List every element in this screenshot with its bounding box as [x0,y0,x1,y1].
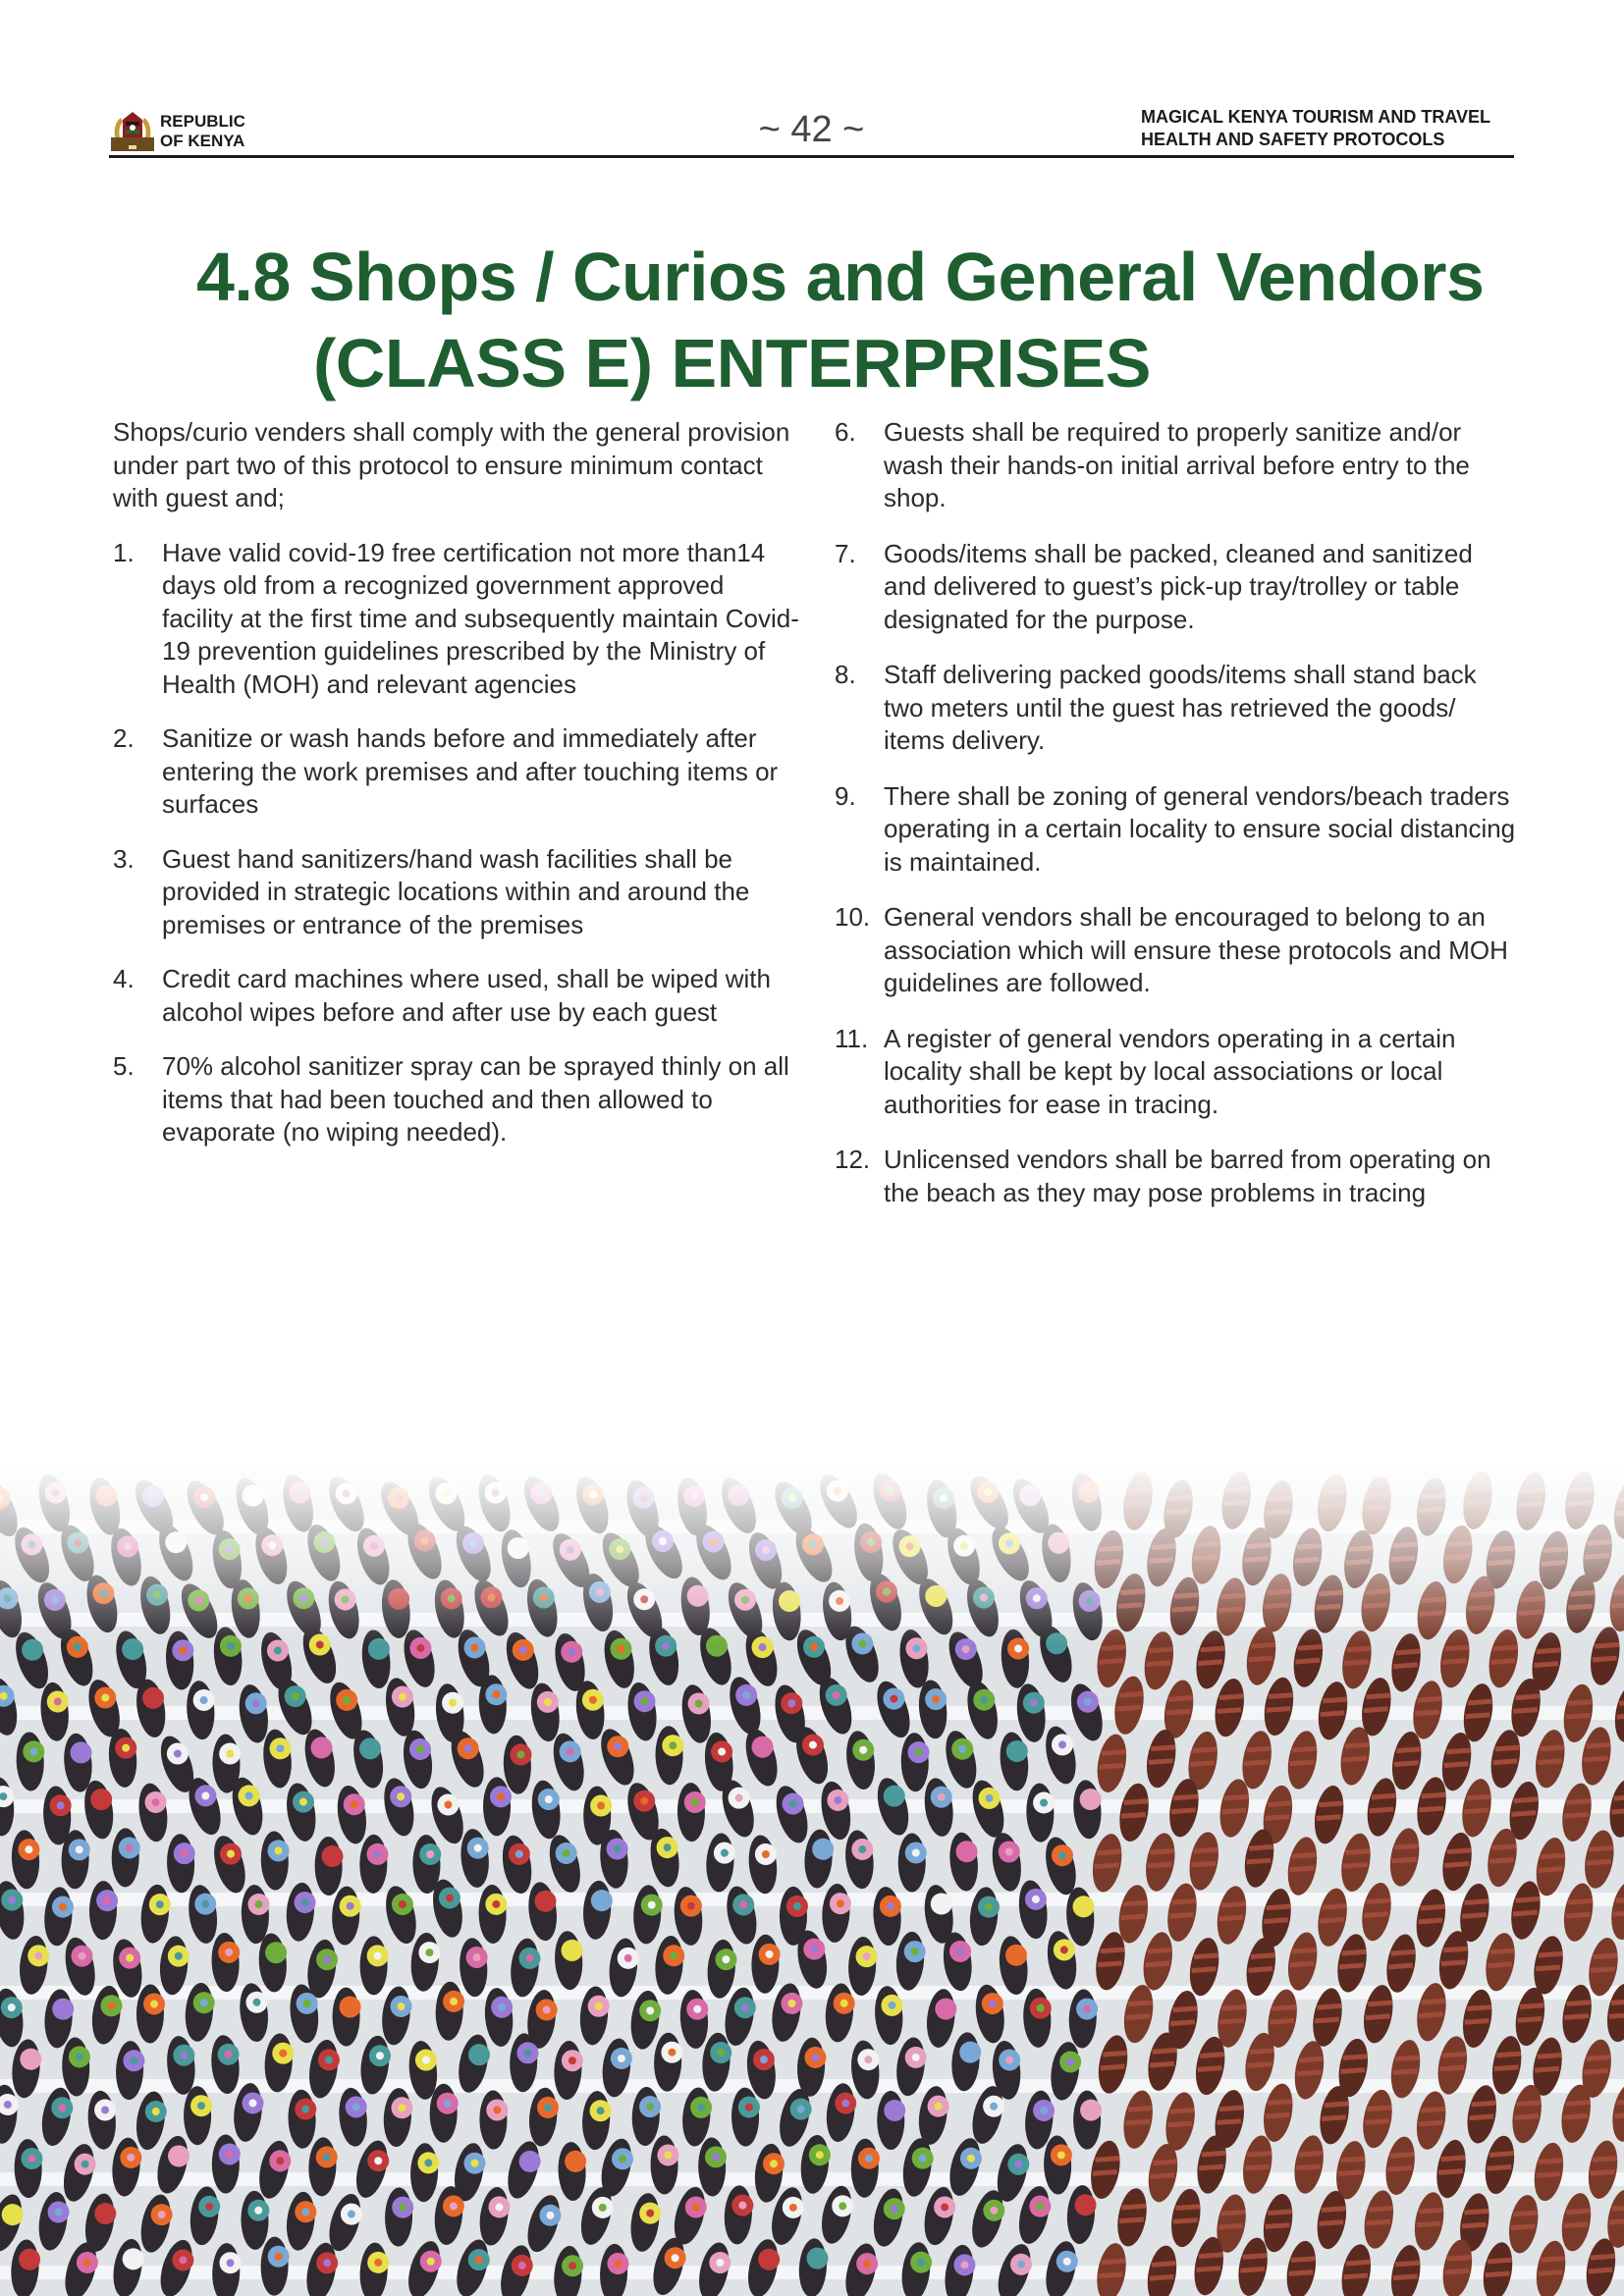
section-title-line-2: (CLASS E) ENTERPRISES [313,325,1151,401]
list-item-number: 2. [113,723,135,753]
protocol-list-right [835,416,1522,1209]
beaded-sandals-display-photo [0,1461,1624,2296]
list-item [113,722,800,822]
section-title [196,234,1484,406]
list-item-number: 8. [835,660,856,689]
document-title [1141,106,1514,151]
list-item-text: Unlicensed vendors shall be barred from operating on the beach as they may pose problems in tracing [884,1145,1491,1207]
document-title-line-2: HEALTH AND SAFETY PROTOCOLS [1141,130,1445,149]
list-item-text: Goods/items shall be packed, cleaned and sanitized and delivered to guest’s pick-up tray/trolley or table designated for the purpose. [884,538,1473,634]
list-item-number: 6. [835,417,856,447]
list-item-number: 4. [113,964,135,993]
list-item-text: Have valid covid-19 free certification not more than14 days old from a recognized government approved facility at the first time and subsequently maintain Covid-19 prevention guidelines prescribed by the Ministry of Health (MOH) and relevant agencies [162,537,799,699]
list-item [835,901,1522,1000]
list-item-text: Sanitize or wash hands before and immediately after entering the work premises and after touching items or surfaces [162,723,779,819]
list-item-text: Guests shall be required to properly sanitize and/or wash their hands-on initial arrival before entry to the shop. [884,417,1470,512]
list-item [113,537,800,702]
document-title-line-1: MAGICAL KENYA TOURISM AND TRAVEL [1141,107,1491,127]
list-item-text: A register of general vendors operating in a certain locality shall be kept by local associations or local authorities for ease in tracing. [884,1023,1456,1119]
intro-paragraph: Shops/curio venders shall comply with the general provision under part two of this protocol to ensure minimum contact with guest and; [113,417,790,512]
republic-line-1: REPUBLIC [160,112,245,131]
list-item-text: 70% alcohol sanitizer spray can be sprayed thinly on all items that had been touched and then allowed to evaporate (no wiping needed). [162,1051,789,1147]
list-item [835,780,1522,880]
republic-line-2: OF KENYA [160,132,245,150]
list-item-number: 10. [835,902,871,932]
list-item [835,659,1522,758]
list-item-text: Guest hand sanitizers/hand wash facilities shall be provided in strategic locations within and around the premises or entrance of the premises [162,843,750,939]
list-item-number: 12. [835,1145,871,1174]
list-item-text: General vendors shall be encouraged to belong to an association which will ensure these protocols and MOH guidelines are followed. [884,902,1508,997]
sandals-photo-illustration [0,1461,1624,2296]
list-item [835,1144,1522,1209]
protocol-list-left [113,537,800,1149]
list-item-text: Credit card machines where used, shall be wiped with alcohol wipes before and after use by each guest [162,964,771,1027]
list-item [113,843,800,942]
list-item [113,963,800,1029]
list-item-number: 11. [835,1023,869,1053]
section-title-line-1: 4.8 Shops / Curios and General Vendors [196,239,1485,315]
list-item [835,416,1522,515]
list-item-text: There shall be zoning of general vendors/beach traders operating in a certain locality to ensure social distancing is maintained. [884,780,1516,877]
page-number: ~ 42 ~ [758,109,865,150]
list-item-number: 9. [835,780,856,811]
list-item-number: 5. [113,1051,135,1081]
list-item-number: 3. [113,843,135,874]
list-item-text: Staff delivering packed goods/items shall stand back two meters until the guest has retrieved the goods/ items delivery. [884,660,1477,755]
list-item-number: 7. [835,538,856,568]
list-item [835,1023,1522,1122]
list-item [113,1050,800,1149]
right-column [835,416,1522,1232]
list-item-number: 1. [113,537,135,567]
left-column [113,416,800,1171]
page-header [109,106,1514,158]
list-item [835,538,1522,637]
